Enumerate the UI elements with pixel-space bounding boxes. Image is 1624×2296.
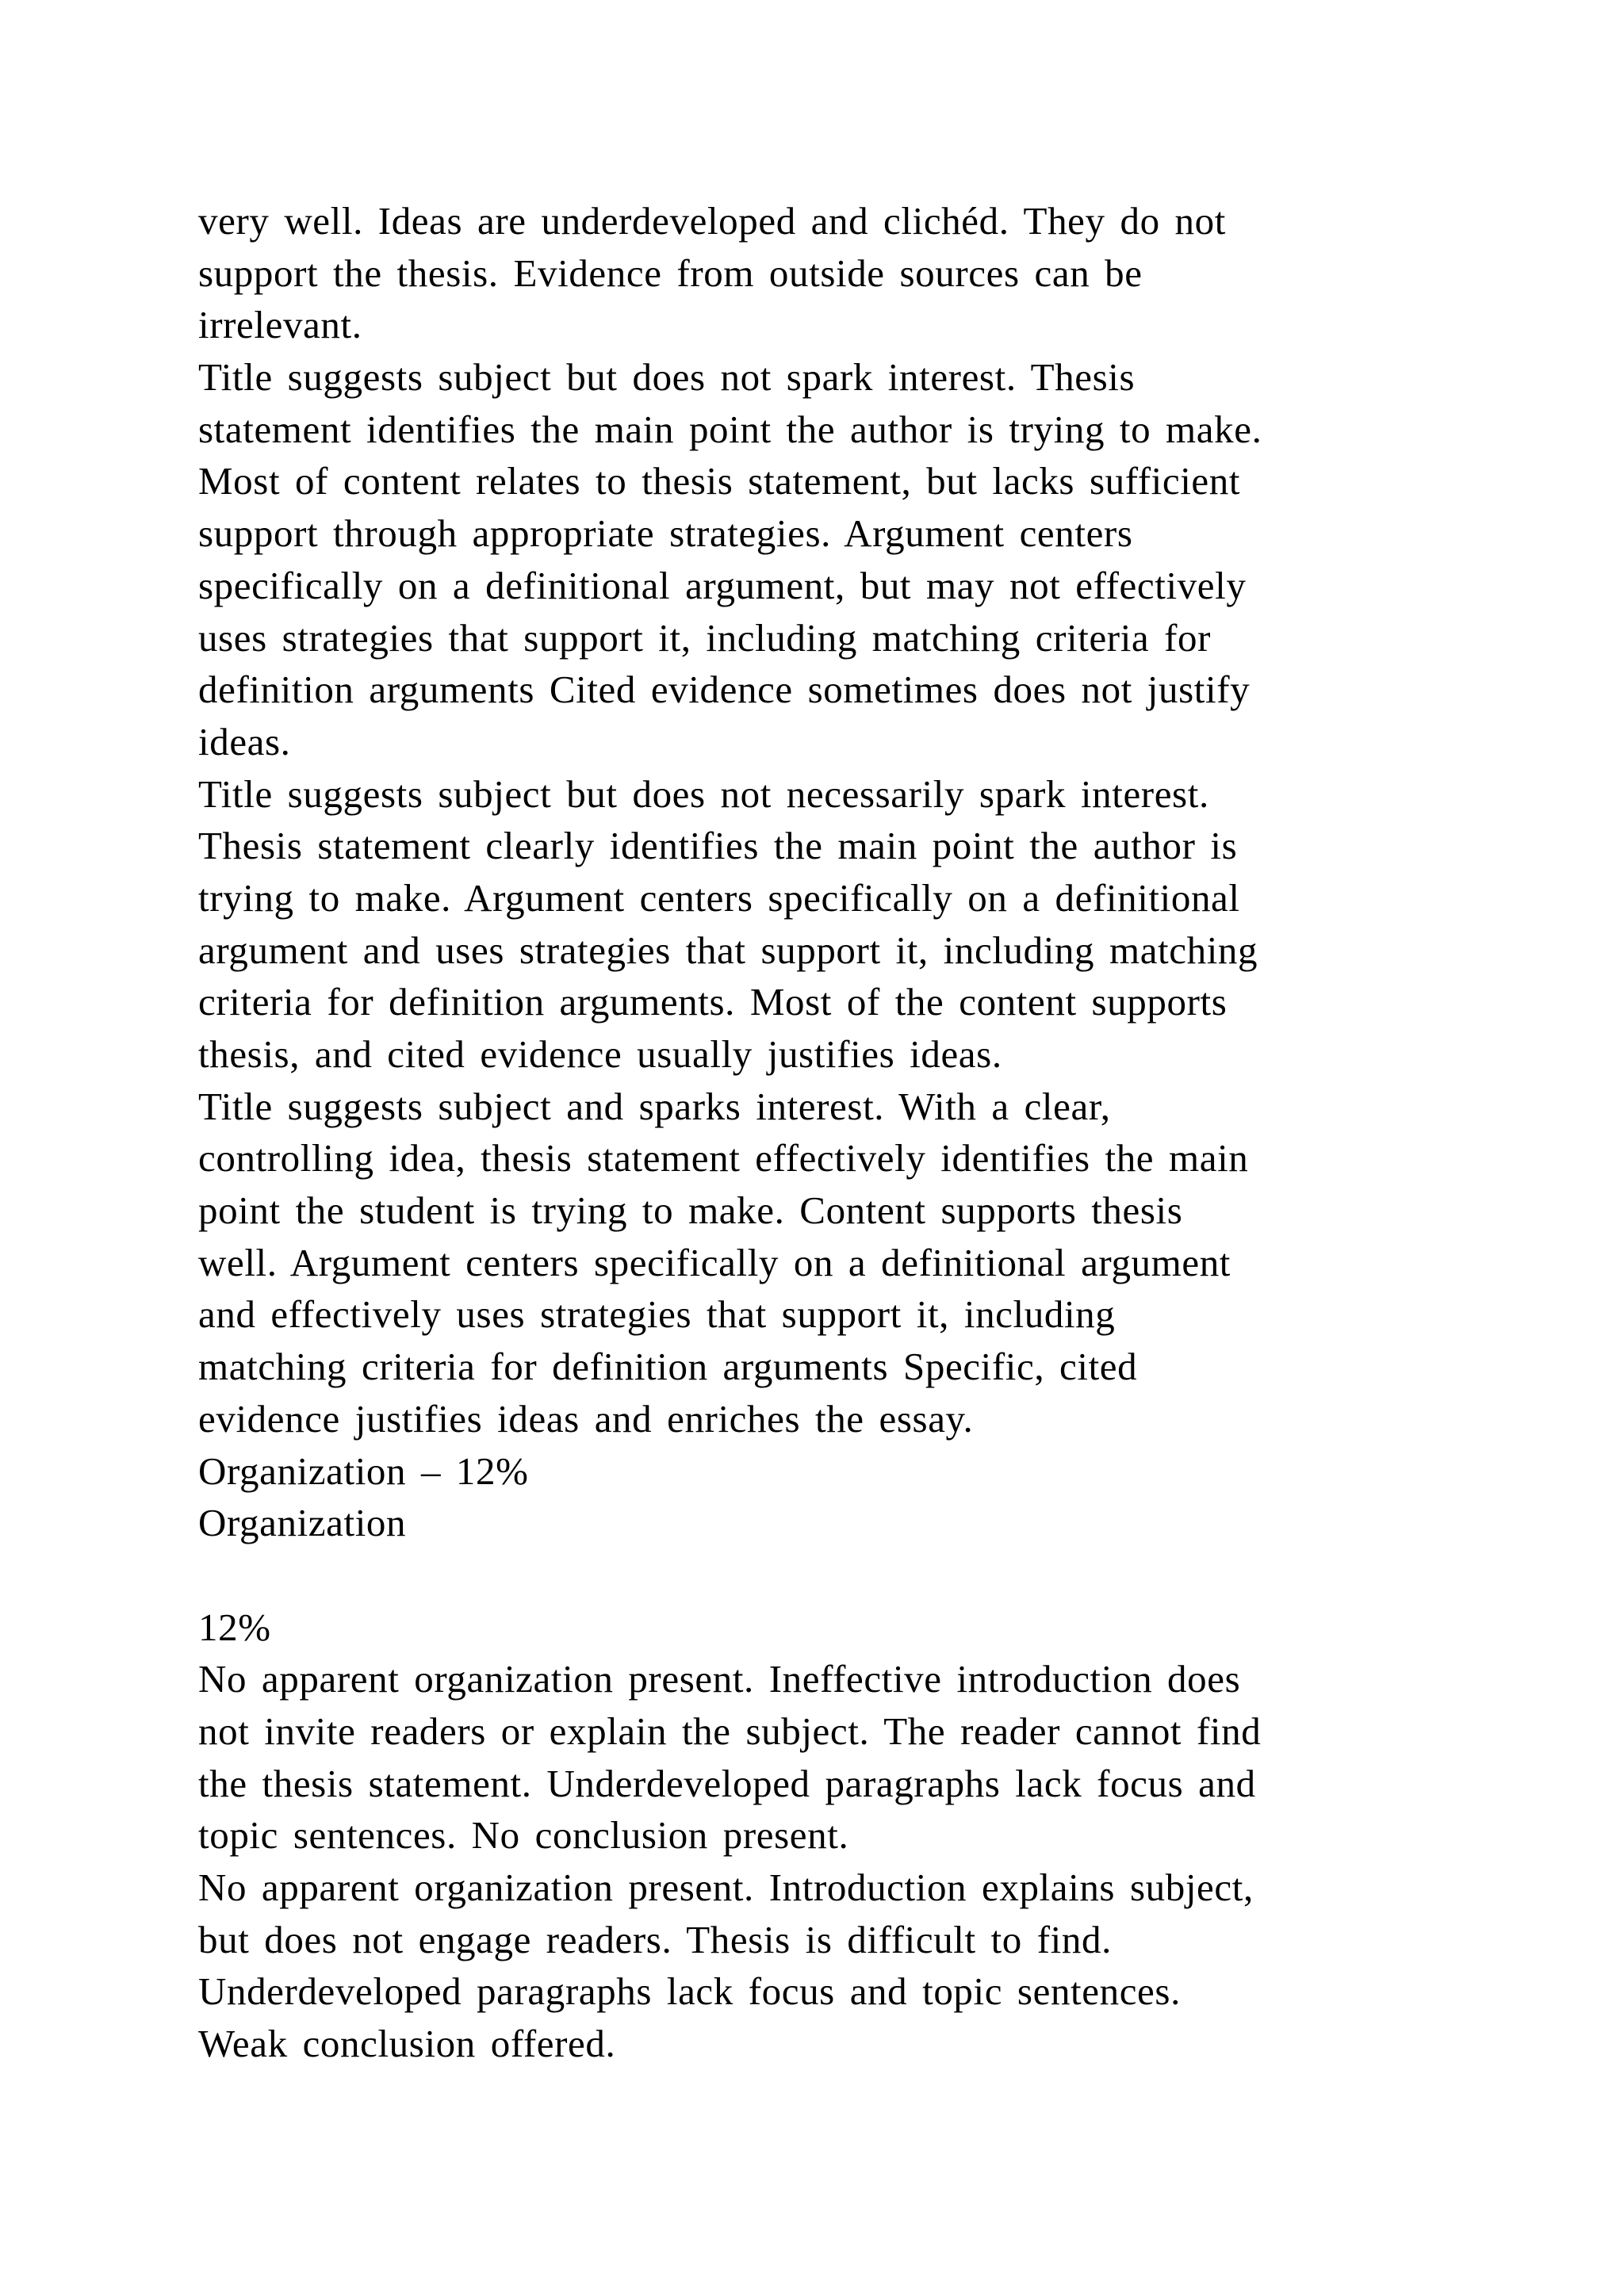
text-line: but does not engage readers. Thesis is difficult to find. <box>198 1917 1112 1961</box>
text-line: statement identifies the main point the author is trying to make. <box>198 407 1262 451</box>
text-line: Title suggests subject but does not necessarily spark interest. <box>198 771 1209 816</box>
text-line: trying to make. Argument centers specifically on a definitional <box>198 875 1240 920</box>
text-line: support the thesis. Evidence from outside sources can be <box>198 251 1143 295</box>
text-line: Weak conclusion offered. <box>198 2022 616 2066</box>
text-line: Title suggests subject but does not spark interest. Thesis <box>198 355 1136 400</box>
text-line: Title suggests subject and sparks interest. With a clear, <box>198 1084 1111 1128</box>
text-line: evidence justifies ideas and enriches the essay. <box>198 1396 974 1441</box>
text-line: point the student is trying to make. Content supports thesis <box>198 1188 1183 1233</box>
text-line: not invite readers or explain the subject. The reader cannot find <box>198 1709 1262 1753</box>
text-line: criteria for definition arguments. Most of the content supports <box>198 980 1228 1024</box>
text-line: Most of content relates to thesis statement, but lacks sufficient <box>198 459 1241 503</box>
document-body <box>198 195 1435 2070</box>
section-weight: 12% <box>198 1605 271 1649</box>
text-line: Underdeveloped paragraphs lack focus and topic sentences. <box>198 1969 1181 2014</box>
blank-line <box>198 1549 1435 1601</box>
text-line: specifically on a definitional argument, but may not effectively <box>198 563 1247 607</box>
text-line: topic sentences. No conclusion present. <box>198 1813 849 1858</box>
text-line: uses strategies that support it, including matching criteria for <box>198 615 1212 660</box>
section-label: Organization <box>198 1501 407 1545</box>
text-line: ideas. <box>198 719 291 763</box>
text-line: support through appropriate strategies. Argument centers <box>198 511 1133 556</box>
text-line: irrelevant. <box>198 303 362 347</box>
section-heading: Organization – 12% <box>198 1448 529 1493</box>
text-line: matching criteria for definition arguments Specific, cited <box>198 1345 1138 1389</box>
text-line: controlling idea, thesis statement effectively identifies the main <box>198 1136 1249 1181</box>
text-line: well. Argument centers specifically on a definitional argument <box>198 1240 1231 1284</box>
text-line: No apparent organization present. Ineffective introduction does <box>198 1657 1241 1701</box>
text-line: thesis, and cited evidence usually justifies ideas. <box>198 1032 1002 1076</box>
text-line: very well. Ideas are underdeveloped and clichéd. They do not <box>198 199 1226 243</box>
text-line: No apparent organization present. Introduction explains subject, <box>198 1866 1254 1909</box>
text-line: the thesis statement. Underdeveloped paragraphs lack focus and <box>198 1761 1256 1805</box>
text-line: argument and uses strategies that support it, including matching <box>198 928 1258 972</box>
text-line: and effectively uses strategies that support it, including <box>198 1292 1116 1337</box>
text-line: definition arguments Cited evidence sometimes does not justify <box>198 668 1251 712</box>
text-line: Thesis statement clearly identifies the main point the author is <box>198 824 1238 868</box>
